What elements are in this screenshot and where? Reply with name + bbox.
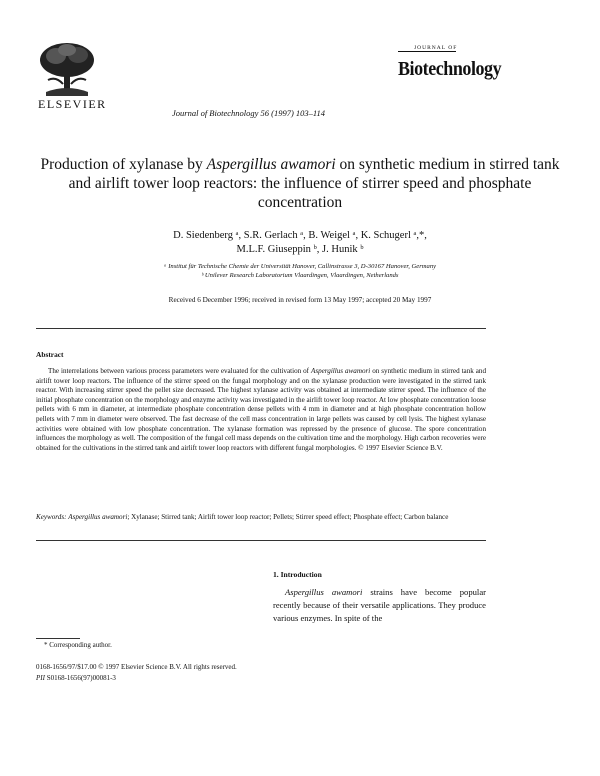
keywords: Keywords: Aspergillus awamori; Xylanase; Stirred tank; Airlift tower loop reactor; Pellets; Stirrer speed effect; Phosphate effect; Carbon balance xyxy=(36,513,449,521)
section-rule xyxy=(36,328,486,329)
footnote-rule xyxy=(36,638,80,639)
authors-line-2: M.L.F. Giuseppin ᵇ, J. Hunik ᵇ xyxy=(236,244,364,255)
publisher-name: ELSEVIER xyxy=(38,97,107,111)
affiliation-b: ᵇ Unilever Research Laboratorium Vlaardingen, Vlaardingen, Netherlands xyxy=(201,272,399,279)
introduction-heading: 1. Introduction xyxy=(273,570,322,579)
masthead-rule xyxy=(398,51,456,52)
affiliation-a: ᵃ Institut für Technische Chemie der Universität Hanover, Callinstrasse 3, D-30167 Hanover, Germany xyxy=(163,263,437,270)
journal-masthead-title: Biotechnology xyxy=(398,58,502,80)
copyright-line: 0168-1656/97/$17.00 © 1997 Elsevier Science B.V. All rights reserved. xyxy=(36,663,237,671)
journal-masthead-prefix: JOURNAL OF xyxy=(414,45,458,51)
introduction-body: Aspergillus awamori strains have become popular recently because of their versatile applications. They produce various enzymes. In spite of the xyxy=(273,587,486,623)
journal-citation: Journal of Biotechnology 56 (1997) 103–114 xyxy=(172,108,326,118)
pii-line: PII S0168-1656(97)00081-3 xyxy=(36,674,116,683)
affiliations xyxy=(30,262,570,280)
article-title: Production of xylanase by Aspergillus awamori on synthetic medium in stirred tank and airlift tower loop reactors: the influence of stirrer speed and phosphate concentration xyxy=(40,156,560,211)
copyright-block xyxy=(36,662,237,685)
section-rule xyxy=(36,540,486,541)
keywords-label: Keywords: xyxy=(36,513,67,521)
corresponding-author-footnote: * Corresponding author. xyxy=(44,641,112,649)
authors-line-1: D. Siedenberg ᵃ, S.R. Gerlach ᵃ, B. Weigel ᵃ, K. Schugerl ᵃ,*, xyxy=(173,230,427,241)
received-dates: Received 6 December 1996; received in revised form 13 May 1997; accepted 20 May 1997 xyxy=(168,296,432,304)
abstract-heading: Abstract xyxy=(36,350,64,359)
abstract-body: The interrelations between various process parameters were evaluated for the cultivation of Aspergillus awamori on synthetic medium in stirred tank and airlift tower loop reactors. The influence of the stirrer speed on the fungal morphology and on the xylanase production were investigated in the stirred tank reactor. With increasing stirrer speed the pellet size decreased. The highest xylanase activity was obtained at intermediate stirrer speed. The influence of the initial phosphate concentration on the morphology and enzyme activity was investigated in the airlift tower loop reactor. At low phosphate concentration loose pellets with 6 mm in diameter, at intermediate phosphate concentration dense pellets with 4 mm in diameter and at high phosphate concentration hollow pellets with 7 mm in diameter were observed. The fast decrease of the cell mass concentration in large pellets was caused by cell lysis. The highest xylanase activities were obtained with low phosphate concentration. The xylanase formation was repressed by the presence of glucose. The spore concentration influences the morphology as well. The composition of the fungal cell mass depends on the cultivation time and the morphology. High carbon recoveries were obtained for the cultivations in the stirred tank and airlift tower loop reactors with different fungal morphologies. © 1997 Elsevier Science B.V. xyxy=(36,367,486,452)
author-list xyxy=(30,229,570,257)
elsevier-tree-logo xyxy=(36,40,98,98)
